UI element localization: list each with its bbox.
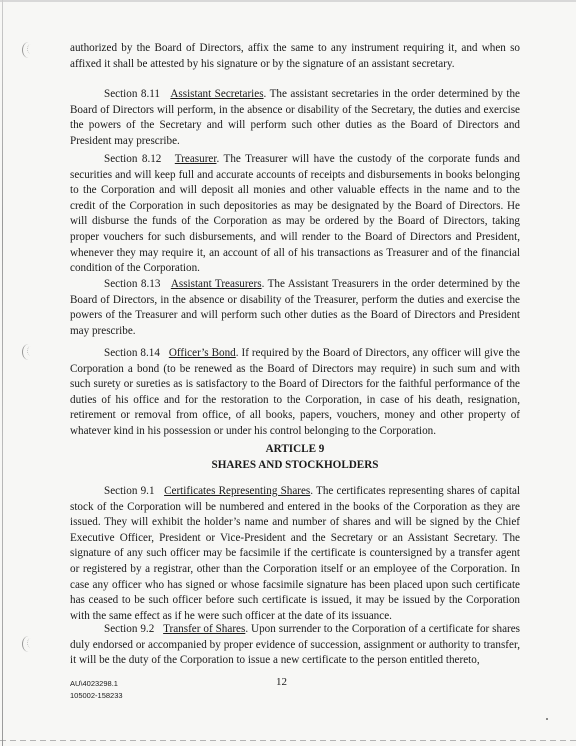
footer-matter-id: 105002-158233 (70, 691, 123, 700)
scan-speck (546, 718, 548, 720)
section-number: Section 8.11 (104, 88, 160, 100)
scan-edge-left (2, 0, 3, 746)
section-body: . The certificates representing shares of capital stock of the Corporation will be numbered and entered in the books of the Corporation as they are issued. They will exhibit the holder’s name and number of shares and will be signed by the Chief Executive Officer, President or Vice-President and the Secretary or an Assistant Secretary. The signature of any such officer may be facsimile if the certificate is countersigned by a transfer agent or registered by a registrar, other than the Corporation itself or an employee of the Corporation. In case any officer who has signed or whose facsimile signature has been placed upon such certificate has ceased to be such officer before such certificate is issued, it may be issued by the Corporation with the same effect as if he were such officer at the date of its issuance. (70, 485, 520, 622)
section-8-13 (70, 277, 520, 339)
section-body: . Upon surrender to the Corporation of a certificate for shares duly endorsed or accompanied by proper evidence of succession, assignment or authority to transfer, it will be the duty of the Corporation to issue a new certificate to the person entitled thereto, (70, 623, 520, 667)
punch-hole-icon (22, 42, 35, 58)
section-caption: Assistant Treasurers (170, 278, 262, 290)
section-caption: Certificates Representing Shares (164, 485, 311, 497)
section-8-12 (70, 152, 520, 277)
section-caption: Treasurer (174, 153, 217, 165)
page-number: 12 (276, 676, 287, 688)
scan-edge-top (0, 0, 576, 2)
scan-edge-bottom (0, 740, 576, 741)
section-body: . The Treasurer will have the custody of the corporate funds and securities and will keep full and accurate accounts of receipts and disbursements in books belonging to the Corporation and will deposit all monies and other valuable effects in the name and to the credit of the Corporation in such depositories as may be designated by the Board of Directors. He will disburse the funds of the Corporation as may be ordered by the Board of Directors, taking proper vouchers for such disbursements, and will render to the Board of Directors and President, whenever they may require it, an account of all of his transactions as Treasurer and of the financial condition of the Corporation. (70, 153, 521, 275)
section-number: Section 9.2 (104, 623, 155, 635)
section-8-14 (70, 346, 520, 440)
section-8-11 (70, 87, 520, 149)
section-caption: Transfer of Shares (163, 623, 246, 635)
section-number: Section 8.12 (104, 153, 162, 165)
section-9-1 (70, 484, 520, 624)
section-body: . The Assistant Treasurers in the order determined by the Board of Directors, in the absence or disability of the Treasurer, perform the duties and exercise the powers of the Treasurer and will perform such other duties as the Board of Directors and President may prescribe. (70, 278, 520, 337)
punch-hole-icon (22, 636, 35, 652)
section-number: Section 8.14 (104, 347, 160, 359)
section-number: Section 8.13 (104, 278, 161, 290)
section-caption: Assistant Secretaries (170, 88, 264, 100)
continuation-paragraph (70, 41, 520, 72)
section-number: Section 9.1 (104, 485, 155, 497)
punch-hole-icon (22, 344, 35, 360)
section-caption: Officer’s Bond (168, 347, 236, 359)
section-body: . If required by the Board of Directors, any officer will give the Corporation a bond (to be renewed as the Board of Directors may require) in such sum and with such surety or sureties as is satisfactory to the Board of Directors for the faithful performance of the duties of his office and for the restoration to the Corporation, in case of his death, resignation, retirement or removal from office, of all books, papers, vouchers, money and other property of whatever kind in his possession or under his control belonging to the Corporation. (70, 347, 520, 437)
footer-doc-id: AU\4023298.1 (70, 679, 118, 688)
section-9-2 (70, 622, 520, 669)
continuation-text: authorized by the Board of Directors, affix the same to any instrument requiring it, and when so affixed it shall be attested by his signature or by the signature of an assistant secretary. (70, 42, 520, 70)
article-title: SHARES AND STOCKHOLDERS (211, 459, 379, 471)
article-number: ARTICLE 9 (265, 443, 325, 455)
section-body: . The assistant secretaries in the order determined by the Board of Directors will perform, in the absence or disability of the Secretary, the duties and exercise the powers of the Secretary and will perform such other duties as the Board of Directors and President may prescribe. (70, 88, 520, 147)
